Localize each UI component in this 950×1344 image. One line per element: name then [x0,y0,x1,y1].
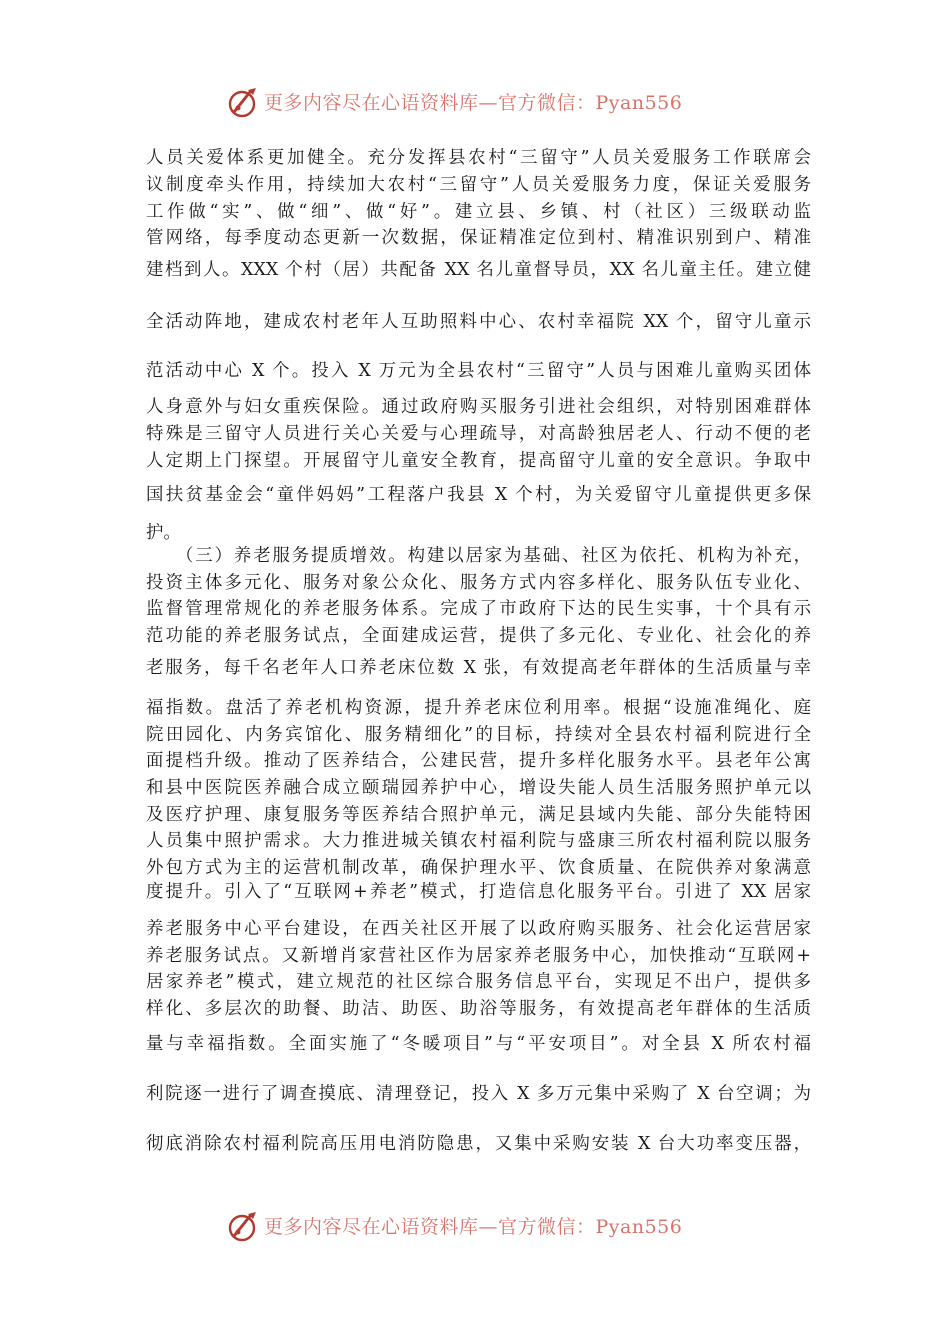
body-line: 建档到人。XXX 个村（居）共配备 XX 名儿童督导员，XX 名儿童主任。建立健 [146,260,811,280]
body-line: 老服务，每千名老年人口养老床位数 X 张，有效提高老年群体的生活质量与幸 [146,658,811,678]
body-line: 样化、多层次的助餐、助洁、助医、助浴等服务，有效提高老年群体的生活质 [146,999,811,1019]
body-line: 量与幸福指数。全面实施了“冬暖项目”与“平安项目”。对全县 X 所农村福 [146,1034,811,1054]
body-line: 范功能的养老服务试点，全面建成运营，提供了多元化、专业化、社会化的养 [146,626,811,646]
body-line: 养老服务中心平台建设，在西关社区开展了以政府购买服务、社会化运营居家 [146,919,811,939]
body-line: 国扶贫基金会“童伴妈妈”工程落户我县 X 个村，为关爱留守儿童提供更多保 [146,485,811,505]
body-line: 彻底消除农村福利院高压用电消防隐患，又集中采购安装 X 台大功率变压器， [146,1134,811,1154]
body-line: 特殊是三留守人员进行关心关爱与心理疏导，对高龄独居老人、行动不便的老 [146,424,811,444]
body-line: 人员集中照护需求。大力推进城关镇农村福利院与盛康三所农村福利院以服务 [146,831,811,851]
body-line: 投资主体多元化、服务对象公众化、服务方式内容多样化、服务队伍专业化、 [146,573,811,593]
body-line: 外包方式为主的运营机制改革，确保护理水平、饮食质量、在院供养对象满意 [146,858,811,878]
body-line: 全活动阵地，建成农村老年人互助照料中心、农村幸福院 XX 个，留守儿童示 [146,312,811,332]
body-line: 及医疗护理、康复服务等医养结合照护单元，满足县域内失能、部分失能特困 [146,805,811,825]
body-line: 范活动中心 X 个。投入 X 万元为全县农村“三留守”人员与困难儿童购买团体 [146,361,811,381]
body-line: 监督管理常规化的养老服务体系。完成了市政府下达的民生实事，十个具有示 [146,599,811,619]
body-line: 面提档升级。推动了医养结合，公建民营，提升多样化服务水平。县老年公寓 [146,751,811,771]
body-line: 和县中医院医养融合成立颐瑞园养护中心，增设失能人员生活服务照护单元以 [146,778,811,798]
body-line: 福指数。盘活了养老机构资源，提升养老床位利用率。根据“设施准绳化、庭 [146,698,811,718]
body-line: 工作做“实”、做“细”、做“好”。建立县、乡镇、村（社区）三级联动监 [146,202,811,222]
body-line: 人员关爱体系更加健全。充分发挥县农村“三留守”人员关爱服务工作联席会 [146,148,811,168]
body-line: 管网络，每季度动态更新一次数据，保证精准定位到村、精准识别到户、精准 [146,228,811,248]
brush-logo-icon [226,86,260,120]
footer-banner-text: 更多内容尽在心语资料库—官方微信：Pyan556 [264,1216,683,1238]
body-line: 居家养老”模式，建立规范的社区综合服务信息平台，实现足不出户，提供多 [146,972,811,992]
section-heading-line: （三）养老服务提质增效。构建以居家为基础、社区为依托、机构为补充， [176,546,811,566]
body-line: 养老服务试点。又新增肖家营社区作为居家养老服务中心，加快推动“互联网+ [146,946,811,966]
body-line: 人身意外与妇女重疾保险。通过政府购买服务引进社会组织，对特别困难群体 [146,397,811,417]
body-line: 议制度牵头作用，持续加大农村“三留守”人员关爱服务力度，保证关爱服务 [146,175,811,195]
body-line: 利院逐一进行了调查摸底、清理登记，投入 X 多万元集中采购了 X 台空调；为 [146,1084,811,1104]
body-line: 度提升。引入了“互联网+养老”模式，打造信息化服务平台。引进了 XX 居家 [146,882,811,902]
body-line: 人定期上门探望。开展留守儿童安全教育，提高留守儿童的安全意识。争取中 [146,451,811,471]
body-line: 院田园化、内务宾馆化、服务精细化”的目标，持续对全县农村福利院进行全 [146,725,811,745]
header-banner [0,84,950,124]
footer-banner [0,1208,950,1248]
header-banner-text: 更多内容尽在心语资料库—官方微信：Pyan556 [264,92,683,114]
brush-logo-icon [226,1210,260,1244]
body-line: 护。 [146,523,181,543]
